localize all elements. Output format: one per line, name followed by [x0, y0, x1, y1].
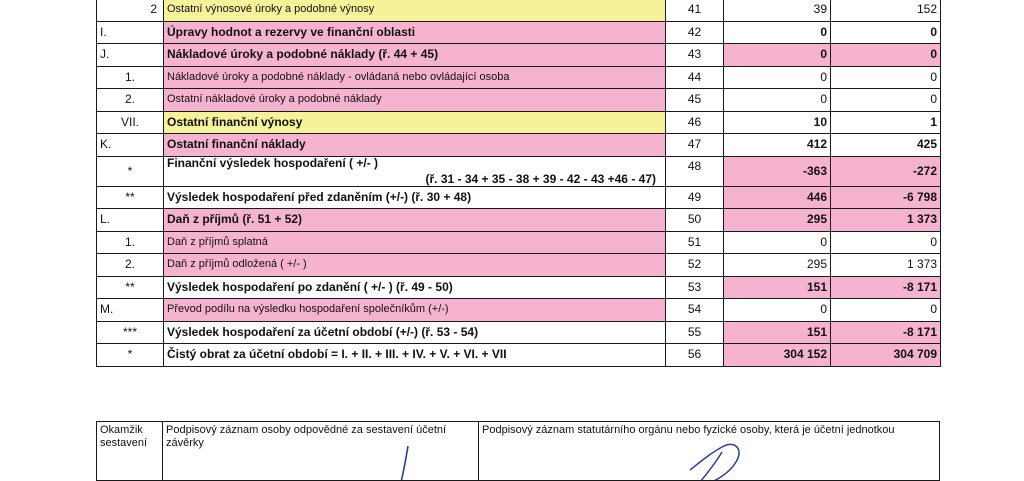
row-number: 44	[666, 66, 724, 89]
table-row	[97, 231, 941, 254]
table-row	[97, 344, 941, 367]
row-description: Nákladové úroky a podobné náklady - ovládaná nebo ovládající osoba	[164, 66, 666, 89]
current-period-value: 295	[724, 209, 831, 232]
row-number: 48	[666, 156, 724, 186]
table-row	[97, 89, 941, 112]
row-number: 55	[666, 321, 724, 344]
current-period-value: 0	[724, 299, 831, 322]
row-description: Výsledek hospodaření po zdanění ( +/- ) (ř. 49 - 50)	[164, 276, 666, 299]
row-number: 47	[666, 134, 724, 157]
row-description: Daň z příjmů odložená ( +/- )	[164, 254, 666, 277]
table-row	[97, 186, 941, 209]
row-number: 51	[666, 231, 724, 254]
current-period-value: 0	[724, 66, 831, 89]
table-row	[97, 134, 941, 157]
row-number: 42	[666, 21, 724, 44]
table-body	[97, 0, 941, 366]
row-mark: VII.	[97, 111, 164, 134]
row-number: 43	[666, 44, 724, 67]
table-row	[97, 44, 941, 67]
current-period-value: 304 152	[724, 344, 831, 367]
signature-footer	[96, 421, 940, 481]
row-description	[164, 156, 666, 186]
previous-period-value: -8 171	[831, 321, 941, 344]
previous-period-value: 304 709	[831, 344, 941, 367]
previous-period-value: 425	[831, 134, 941, 157]
previous-period-value: 0	[831, 21, 941, 44]
row-description-line2: (ř. 31 - 34 + 35 - 38 + 39 - 42 - 43 +46 - 47)	[425, 171, 656, 186]
table-row	[97, 111, 941, 134]
row-description: Čistý obrat za účetní období = I. + II. + III. + IV. + V. + VI. + VII	[164, 344, 666, 367]
row-mark: 1.	[97, 66, 164, 89]
table-row	[97, 66, 941, 89]
compilation-moment-box	[96, 421, 163, 481]
row-description: Nákladové úroky a podobné náklady (ř. 44 + 45)	[164, 44, 666, 67]
previous-period-value: 0	[831, 44, 941, 67]
previous-period-value: 0	[831, 231, 941, 254]
table-row	[97, 321, 941, 344]
row-number: 56	[666, 344, 724, 367]
table-row	[97, 209, 941, 232]
row-description: Ostatní nákladové úroky a podobné náklady	[164, 89, 666, 112]
current-period-value: 0	[724, 44, 831, 67]
table-row	[97, 156, 941, 186]
row-mark: 2	[97, 0, 164, 21]
current-period-value: 0	[724, 89, 831, 112]
row-description: Úpravy hodnot a rezervy ve finanční oblasti	[164, 21, 666, 44]
row-description: Převod podílu na výsledku hospodaření společníkům (+/-)	[164, 299, 666, 322]
row-description: Ostatní finanční náklady	[164, 134, 666, 157]
previous-period-value: -8 171	[831, 276, 941, 299]
row-mark: 1.	[97, 231, 164, 254]
row-number: 45	[666, 89, 724, 112]
previous-period-value: 1	[831, 111, 941, 134]
row-mark: **	[97, 186, 164, 209]
row-description: Výsledek hospodaření za účetní období (+/-) (ř. 53 - 54)	[164, 321, 666, 344]
statutory-signature-label: Podpisový záznam statutárního orgánu nebo fyzické osoby, která je účetní jednotkou	[482, 424, 895, 436]
compilation-moment-label: Okamžik sestavení	[100, 424, 148, 449]
current-period-value: 0	[724, 21, 831, 44]
row-mark: J.	[97, 44, 164, 67]
profit-loss-table	[96, 0, 941, 367]
row-mark: 2.	[97, 89, 164, 112]
row-description-line1: Finanční výsledek hospodaření ( +/- )	[167, 156, 379, 170]
previous-period-value: 0	[831, 66, 941, 89]
previous-period-value: 1 373	[831, 209, 941, 232]
row-mark: ***	[97, 321, 164, 344]
row-mark: **	[97, 276, 164, 299]
previous-period-value: -6 798	[831, 186, 941, 209]
current-period-value: 10	[724, 111, 831, 134]
row-description: Ostatní výnosové úroky a podobné výnosy	[164, 0, 666, 21]
table-row	[97, 276, 941, 299]
row-number: 54	[666, 299, 724, 322]
current-period-value: 151	[724, 321, 831, 344]
row-number: 49	[666, 186, 724, 209]
row-description: Ostatní finanční výnosy	[164, 111, 666, 134]
row-description: Daň z příjmů (ř. 51 + 52)	[164, 209, 666, 232]
row-number: 53	[666, 276, 724, 299]
current-period-value: 295	[724, 254, 831, 277]
row-mark: *	[97, 156, 164, 186]
previous-period-value: -272	[831, 156, 941, 186]
preparer-signature-box	[162, 421, 479, 481]
table-row	[97, 0, 941, 21]
row-number: 41	[666, 0, 724, 21]
row-mark: I.	[97, 21, 164, 44]
row-mark: *	[97, 344, 164, 367]
previous-period-value: 1 373	[831, 254, 941, 277]
table-row	[97, 254, 941, 277]
row-description: Výsledek hospodaření před zdaněním (+/-) (ř. 30 + 48)	[164, 186, 666, 209]
current-period-value: 446	[724, 186, 831, 209]
previous-period-value: 152	[831, 0, 941, 21]
row-description: Daň z příjmů splatná	[164, 231, 666, 254]
table-row	[97, 299, 941, 322]
statutory-signature-box	[478, 421, 940, 481]
current-period-value: -363	[724, 156, 831, 186]
previous-period-value: 0	[831, 89, 941, 112]
previous-period-value: 0	[831, 299, 941, 322]
row-number: 52	[666, 254, 724, 277]
row-number: 46	[666, 111, 724, 134]
row-mark: K.	[97, 134, 164, 157]
current-period-value: 412	[724, 134, 831, 157]
current-period-value: 39	[724, 0, 831, 21]
preparer-signature-label: Podpisový záznam osoby odpovědné za sestavení účetní závěrky	[166, 424, 447, 449]
row-number: 50	[666, 209, 724, 232]
current-period-value: 151	[724, 276, 831, 299]
row-mark: L.	[97, 209, 164, 232]
current-period-value: 0	[724, 231, 831, 254]
row-mark: 2.	[97, 254, 164, 277]
table-row	[97, 21, 941, 44]
row-mark: M.	[97, 299, 164, 322]
